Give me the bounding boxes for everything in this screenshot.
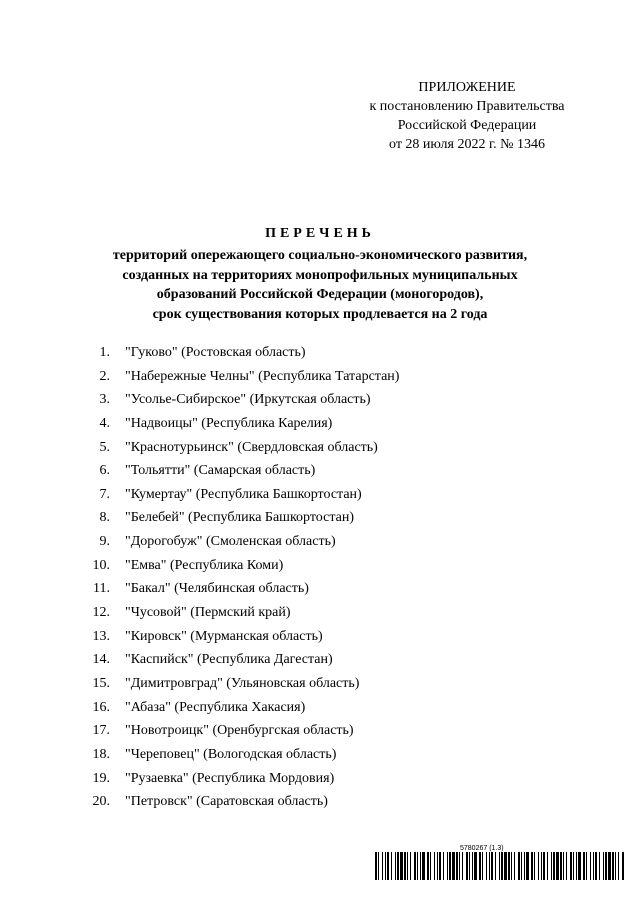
item-text: "Тольятти" (Самарская область) (125, 463, 316, 479)
item-text: "Каспийск" (Республика Дагестан) (125, 652, 333, 668)
territory-list (0, 341, 640, 814)
item-number: 13. (92, 628, 110, 644)
list-item (0, 388, 640, 412)
item-number: 20. (92, 794, 110, 810)
list-item (0, 719, 640, 743)
document-title: ПЕРЕЧЕНЬ (265, 226, 375, 241)
item-text: "Петровск" (Саратовская область) (125, 794, 328, 810)
list-item (0, 672, 640, 696)
item-text: "Рузаевка" (Республика Мордовия) (125, 770, 335, 786)
item-number: 10. (92, 557, 110, 573)
barcode-caption: 5780267 (1.3) (460, 845, 504, 852)
item-number: 3. (99, 392, 110, 408)
list-item (0, 506, 640, 530)
subtitle-line: срок существования которых продлевается на 2 года (152, 306, 488, 322)
item-number: 6. (99, 463, 110, 479)
item-text: "Чусовой" (Пермский край) (125, 605, 291, 621)
list-item (0, 648, 640, 672)
list-item (0, 767, 640, 791)
item-text: "Кировск" (Мурманская область) (125, 628, 323, 644)
item-number: 5. (99, 439, 110, 455)
item-text: "Усолье-Сибирское" (Иркутская область) (125, 392, 371, 408)
item-number: 7. (99, 486, 110, 502)
item-text: "Краснотурьинск" (Свердловская область) (125, 439, 378, 455)
item-number: 1. (99, 345, 110, 360)
document-subtitle (70, 246, 570, 324)
item-text: "Димитровград" (Ульяновская область) (125, 675, 360, 691)
appendix-reference: к постановлению Правительства (369, 99, 565, 114)
item-number: 8. (99, 510, 110, 526)
item-text: "Емва" (Республика Коми) (125, 557, 284, 573)
item-number: 15. (92, 675, 110, 691)
list-item (0, 696, 640, 720)
list-item (0, 365, 640, 389)
list-item (0, 341, 640, 365)
item-text: "Белебей" (Республика Башкортостан) (125, 510, 355, 526)
item-text: "Надвоицы" (Республика Карелия) (125, 415, 333, 431)
barcode (375, 852, 625, 880)
subtitle-line: созданных на территориях монопрофильных муниципальных (122, 267, 518, 283)
item-text: "Кумертау" (Республика Башкортостан) (125, 486, 362, 502)
item-number: 18. (92, 746, 110, 762)
item-text: "Бакал" (Челябинская область) (125, 581, 309, 597)
item-text: "Гуково" (Ростовская область) (125, 345, 306, 360)
item-number: 9. (99, 534, 110, 550)
list-item (0, 530, 640, 554)
item-text: "Новотроицк" (Оренбургская область) (125, 723, 354, 739)
item-text: "Абаза" (Республика Хакасия) (125, 699, 306, 715)
item-number: 14. (92, 652, 110, 668)
item-text: "Дорогобуж" (Смоленская область) (125, 534, 336, 550)
list-item (0, 743, 640, 767)
item-number: 2. (99, 368, 110, 384)
appendix-authority: Российской Федерации (397, 118, 537, 133)
item-number: 19. (92, 770, 110, 786)
list-item (0, 625, 640, 649)
item-number: 12. (92, 605, 110, 621)
list-item (0, 436, 640, 460)
list-item (0, 790, 640, 814)
appendix-heading: ПРИЛОЖЕНИЕ (418, 80, 516, 95)
subtitle-line: образований Российской Федерации (моногородов), (156, 287, 484, 302)
item-number: 17. (92, 723, 110, 739)
item-number: 11. (93, 581, 110, 597)
list-item (0, 459, 640, 483)
appendix-block (352, 78, 582, 154)
item-number: 4. (99, 415, 110, 431)
list-item (0, 601, 640, 625)
list-item (0, 483, 640, 507)
subtitle-line: территорий опережающего социально-экономического развития, (112, 248, 528, 263)
item-text: "Набережные Челны" (Республика Татарстан) (125, 368, 400, 384)
list-item (0, 554, 640, 578)
item-number: 16. (92, 699, 110, 715)
list-item (0, 412, 640, 436)
appendix-date-number: от 28 июля 2022 г. № 1346 (389, 137, 545, 152)
item-text: "Череповец" (Вологодская область) (125, 746, 337, 762)
list-item (0, 577, 640, 601)
